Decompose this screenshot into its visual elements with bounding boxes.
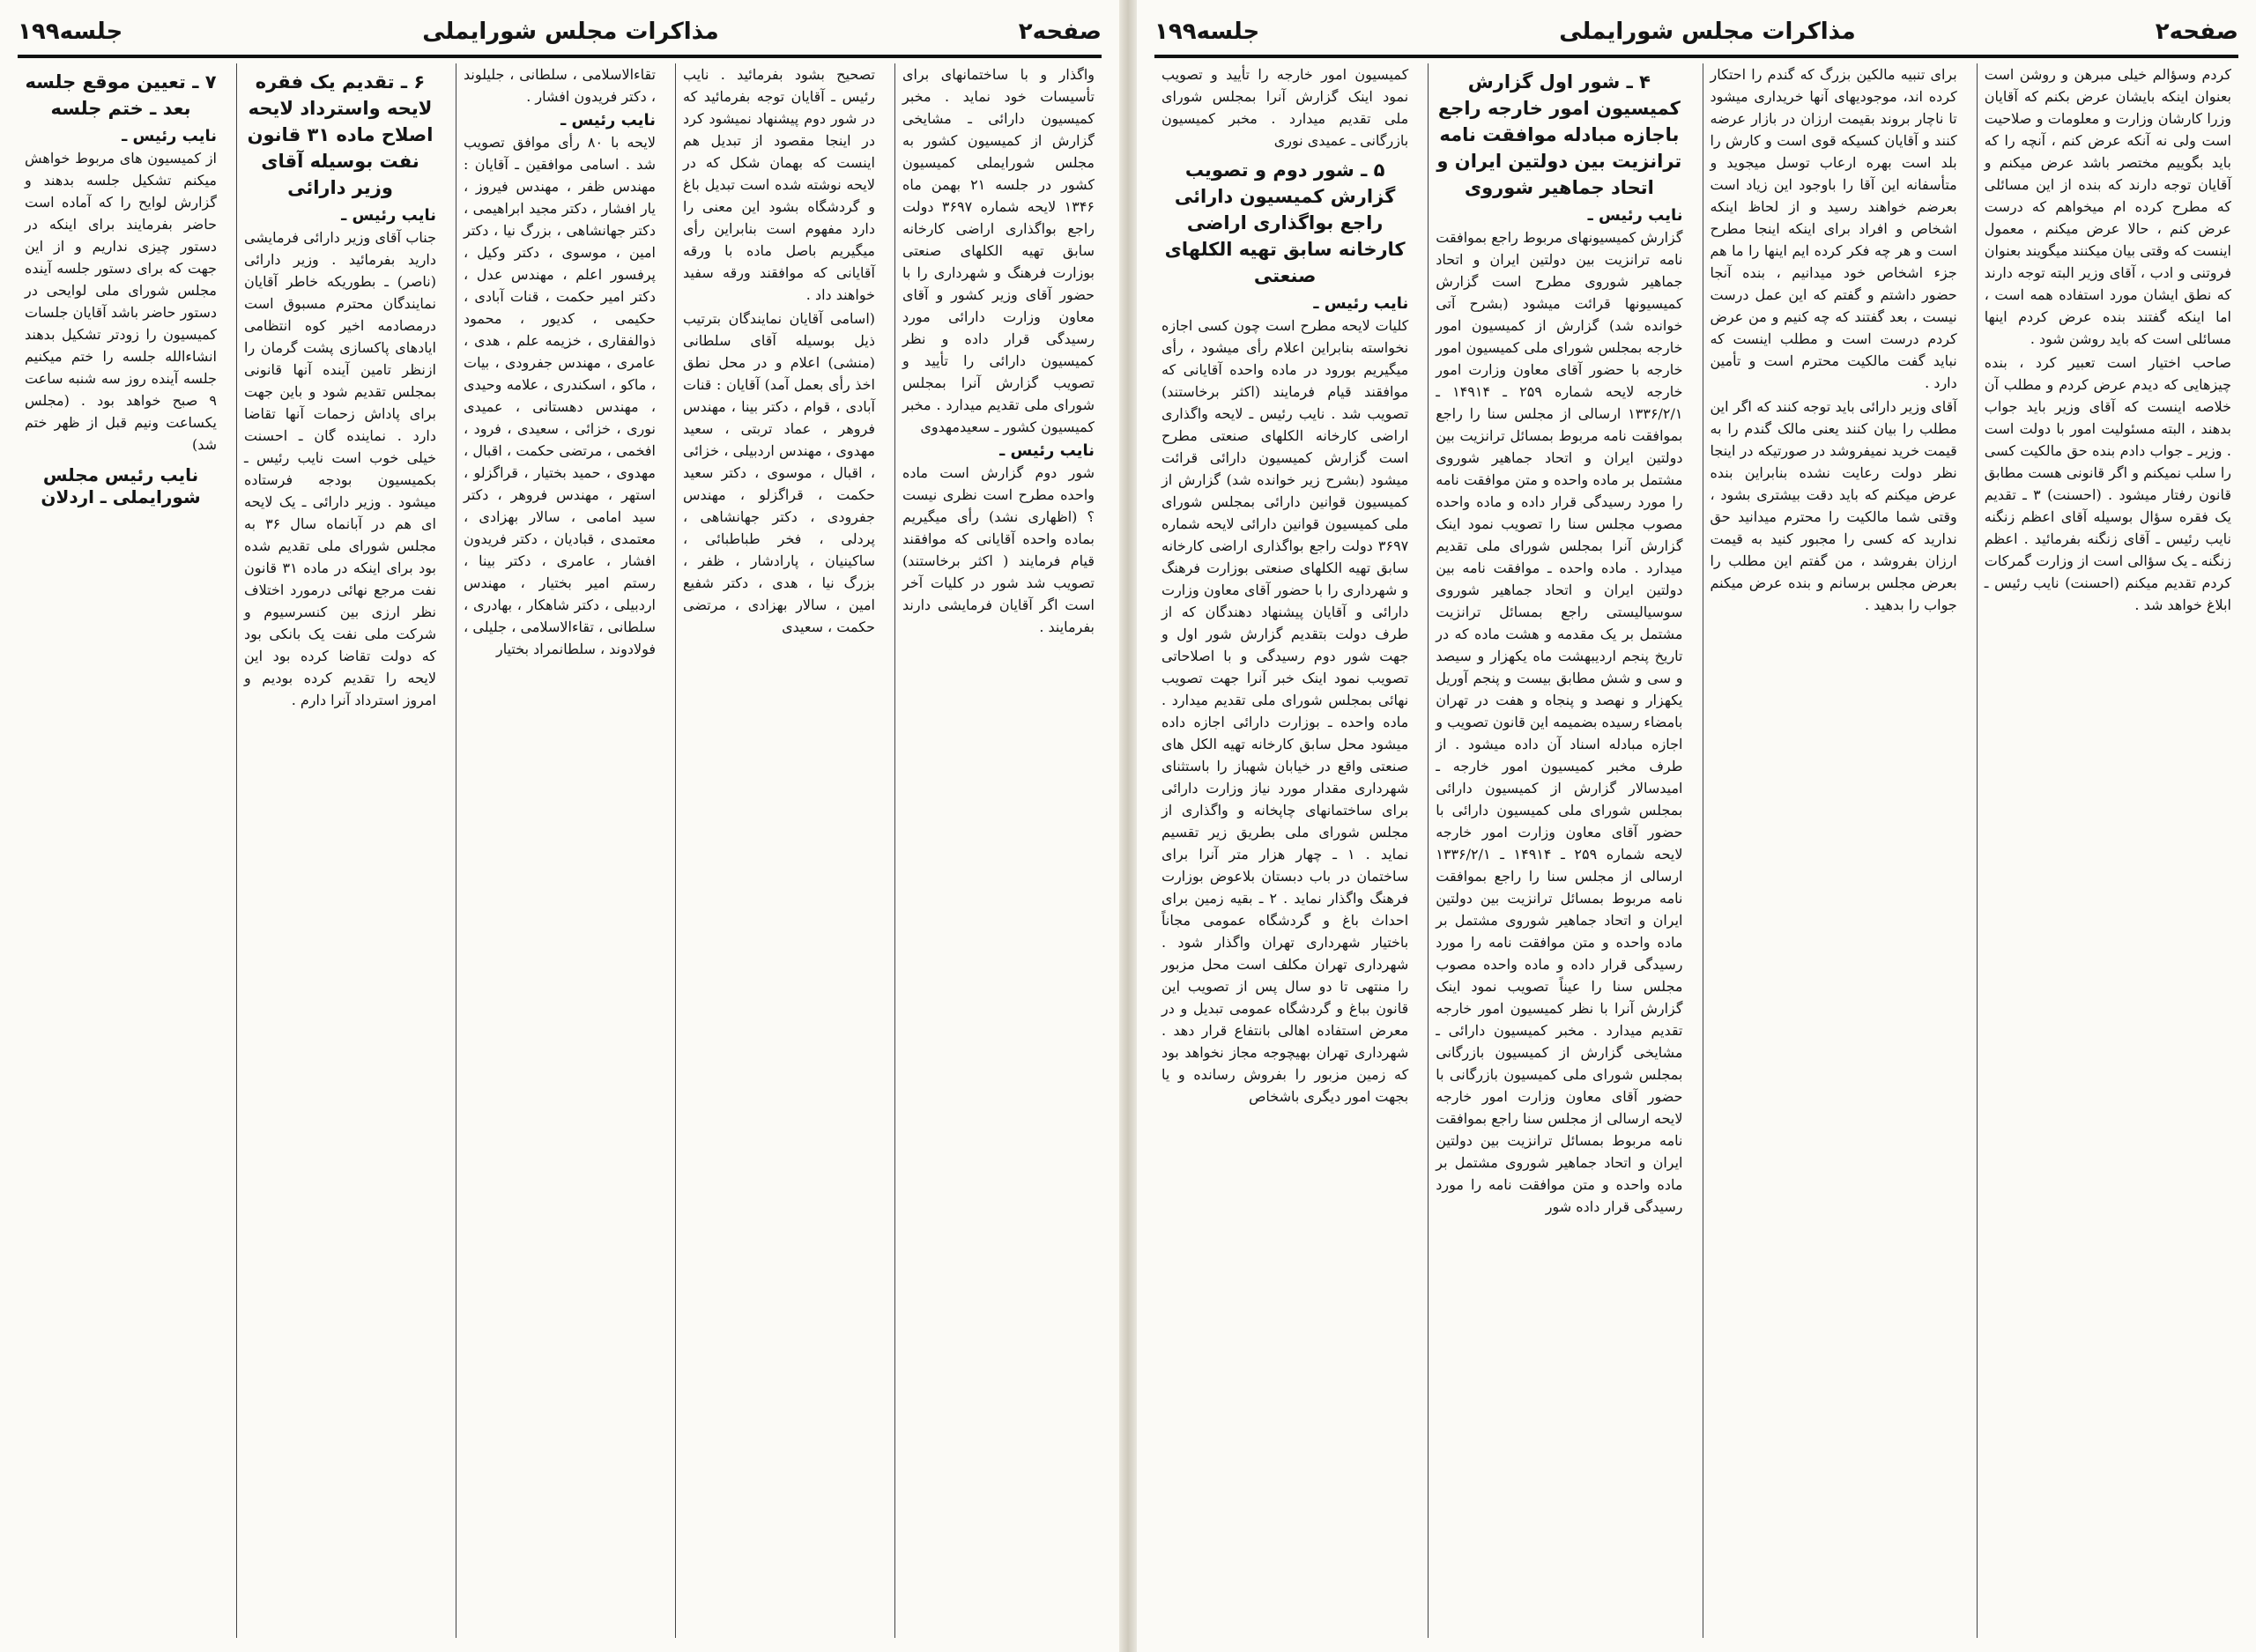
signature-line: نایب رئیس مجلس شورایملی ـ اردلان (41, 464, 201, 507)
column-text: تقاءالاسلامی ، سلطانی ، جلیلوند ، دکتر فریدون افشار . (464, 66, 656, 105)
columns (18, 63, 1102, 1638)
speaker-label: نایب رئیس ـ (122, 127, 217, 145)
column-text: کلیات لایحه مطرح است چون کسی اجازه نخواسته بنابراین اعلام رأی میشود ، رأی میگیریم بورود در ماده واحده آقایانی که موافقند قیام فرمایند (اکثر برخاستند) تصویب شد . نایب رئیس ـ لایحه واگذاری اراضی کارخانه الکلهای صنعتی مطرح است گزارش کمیسیون دارائی قرائت میشود (بشرح زیر خوانده شد) گزارش از کمیسیون قوانین دارائی بمجلس شورای ملی کمیسیون قوانین دارائی لایحه شماره ۳۶۹۷ دولت راجع بواگذاری اراضی کارخانه سابق تهیه الکلهای صنعتی بوزارت فرهنگ و شهرداری را با حضور آقای معاون وزارت دارائی و آقایان پیشنهاد دهندگان که از طرف دولت بتقدیم گزارش شور اول و جهت شور دوم رسیدگی و با اصلاحاتی تصویب نمود اینک خبر آنرا جهت تصویب نهائی بمجلس شورای ملی تقدیم میدارد . ماده واحده ـ بوزارت دارائی اجازه داده میشود محل سابق کارخانه تهیه الکل های صنعتی واقع در خیابان شهباز را باستثنای شهرداری مقدار مورد نیاز وزارت دارائی برای ساختمانهای چاپخانه و واگذاری از مجلس شورای ملی بطریق زیر تقسیم نماید . ۱ ـ چهار هزار متر آنرا برای ساختمان در باب دبستان بلاعوض بوزارت فرهنگ واگذار نماید . ۲ ـ بقیه زمین برای احداث باغ و گردشگاه عمومی مجاناً باختیار شهرداری تهران واگذار شود . شهرداری تهران مکلف است محل مزبور را منتهی تا دو سال پس از تصویب این قانون بباغ و گردشگاه عمومی تبدیل و در معرض استفاده اهالی بانتفاع قرار دهد . شهرداری تهران بهیچوجه مجاز نخواهد بود که زمین مزبور را بفروش رسانده و یا بجهت امور دیگری باشخاص (1161, 317, 1409, 1105)
session-label: جلسه۱۹۹ (18, 19, 123, 45)
page-header (1154, 12, 2238, 51)
text-column (456, 63, 663, 1638)
text-column (1428, 63, 1689, 1638)
column-text: کمیسیون امور خارجه را تأیید و تصویب نمود اینک گزارش آنرا بمجلس شورای ملی تقدیم میدارد . مخبر کمیسیون بازرگانی ـ عمیدی نوری (1161, 66, 1409, 149)
column-text: شور دوم گزارش است ماده واحده مطرح است نظری نیست ؟ (اظهاری نشد) رأی میگیریم بماده واحده آقایانی که موافقند قیام فرمایند ( اکثر برخاستند) تصویب شد شور در کلیات آخر است اگر آقایان فرمایشی دارند بفرمایند . (902, 464, 1095, 635)
page-title: مذاکرات مجلس شورایملی (422, 19, 719, 45)
section-heading: ۶ ـ تقدیم یک فقره لایحه واسترداد لایحه اصلاح ماده ۳۱ قانون نفت بوسیله آقای وزیر دارائی (247, 71, 434, 198)
text-column (18, 63, 224, 1638)
text-column (1703, 63, 1964, 1638)
session-label: جلسه۱۹۹ (1154, 19, 1260, 45)
right-page (1137, 0, 2256, 1652)
left-page (0, 0, 1119, 1652)
section-heading: ۷ ـ تعیین موقع جلسه بعد ـ ختم جلسه (25, 71, 217, 119)
book-gutter (1119, 0, 1137, 1652)
header-rule (1154, 55, 2238, 58)
columns (1154, 63, 2238, 1638)
speaker-label: نایب رئیس ـ (341, 206, 436, 225)
column-text: جناب آقای وزیر دارائی فرمایشی دارید بفرمائید . وزیر دارائی (ناصر) ـ بطوریکه خاطر آقایان نمایندگان محترم مسبوق است درمصادمه اخیر کوه انتظامی ایادهای پاکسازی پشت گرمان را ازنظر تامین آینده آنها قانونی بمجلس تقدیم شود و باین جهت برای پاداش زحمات آنها تقاضا دارد . نماینده گان ـ احسنت خیلی خوب است نایب رئیس ـ بکمیسیون بودجه فرستاده میشود . وزیر دارائی ـ یک لایحه ای هم در آبانماه سال ۳۶ به مجلس شورای ملی تقدیم شده بود برای اینکه در ماده ۳۱ قانون نفت مرجع نهائی درمورد اختلاف نظر ارزی بین کنسرسیوم و شرکت ملی نفت یک بانکی بود که دولت تقاضا کرده بود این لایحه را تقدیم کرده بودیم و امروز استرداد آنرا دارم . (244, 229, 437, 708)
page-label: صفحه۲ (2155, 19, 2238, 45)
column-text: از کمیسیون های مربوط خواهش میکنم تشکیل جلسه بدهند و گزارش لوایح را که آماده است حاضر بفرمایند برای اینکه در دستور چیزی نداریم و از این جهت که برای دستور جلسه آینده مجلس شورای ملی لوایحی در دستور حاضر باشد آقایان جلسات کمیسیون را زودتر تشکیل بدهند انشاءالله جلسه را ختم میکنیم جلسه آینده روز سه شنبه ساعت ۹ صبح خواهد بود . (مجلس یکساعت ونیم قبل از ظهر ختم شد) (25, 150, 217, 453)
column-text: صاحب اختیار است تعبیر کرد ، بنده چیزهایی که دیدم عرض کردم و مطلب آن خلاصه اینست که آقای وزیر باید جواب بدهند ، البته مسئولیت امور با دولت است . وزیر ـ جواب دادم بنده حق مالکیت کسی را سلب نمیکنم و اگر قانونی هست مطابق قانون رفتار میشود . (احسنت) ۳ ـ تقدیم یک فقره سؤال بوسیله آقای اعظم زنگنه نایب رئیس ـ آقای زنگنه بفرمائید . اعظم زنگنه ـ یک سؤالی است از وزارت گمرکات کردم تقدیم میکنم (احسنت) نایب رئیس ـ ابلاغ خواهد شد . (1984, 354, 2231, 613)
text-column (675, 63, 882, 1638)
page-label: صفحه۲ (1018, 19, 1102, 45)
column-text: گزارش کمیسیونهای مربوط راجع بموافقت نامه ترانزیت بین دولتین ایران و اتحاد جماهیر شوروی مطرح است گزارش کمیسیونها قرائت میشود (بشرح آتی خوانده شد) گزارش از کمیسیون امور خارجه بمجلس شورای ملی کمیسیون امور خارجه با حضور آقای معاون وزارت امور خارجه لایحه شماره ۲۵۹ ـ ۱۴۹۱۴ ـ ۱۳۳۶/۲/۱ ارسالی از مجلس سنا را راجع بموافقت نامه مربوط بمسائل ترانزیت بین دولتین ایران و اتحاد جماهیر شوروی مشتمل بر ماده واحده و متن موافقت نامه را مورد رسیدگی قرار داده و ماده واحده مصوب مجلس سنا را تصویب نمود اینک گزارش آنرا بمجلس شورای ملی تقدیم میدارد . ماده واحده ـ موافقت نامه بین دولتین ایران و اتحاد جماهیر شوروی سوسیالیستی راجع بمسائل ترانزیت مشتمل بر یک مقدمه و هشت ماده که در تاریخ پنجم اردیبهشت ماه یکهزار و سیصد و سی و شش مطابق بیست و پنجم آوریل یکهزار و نهصد و پنجاه و هفت در تهران بامضاء رسیده بضمیمه این قانون تصویب و اجازه مبادله اسناد آن داده میشود . از طرف مخبر کمیسیون امور خارجه ـ امیدسالار گزارش از کمیسیون دارائی بمجلس شورای ملی کمیسیون دارائی با حضور آقای معاون وزارت امور خارجه لایحه شماره ۲۵۹ ـ ۱۴۹۱۴ ـ ۱۳۳۶/۲/۱ ارسالی از مجلس سنا را راجع بموافقت نامه مربوط بمسائل ترانزیت بین دولتین ایران و اتحاد جماهیر شوروی مشتمل بر ماده واحده و متن موافقت نامه را مورد رسیدگی قرار داده و ماده واحده مصوب مجلس سنا را عیناً تصویب نمود اینک گزارش آنرا با نظر کمیسیون امور خارجه تقدیم میدارد . مخبر کمیسیون دارائی ـ مشایخی گزارش از کمیسیون بازرگانی بمجلس شورای ملی کمیسیون بازرگانی با حضور آقای معاون وزارت امور خارجه لایحه ارسالی از مجلس سنا راجع بموافقت نامه مربوط بمسائل ترانزیت بین دولتین ایران و اتحاد جماهیر شوروی مشتمل بر ماده واحده و متن موافقت نامه را مورد رسیدگی قرار داده شور (1436, 229, 1683, 1215)
column-text: لایحه با ۸۰ رأی موافق تصویب شد . اسامی موافقین ـ آقایان : مهندس ظفر ، مهندس فیروز ، یار افشار ، دکتر مجید ابراهیمی ، دکتر جهانشاهی ، بزرگ نیا ، دکتر امین ، موسوی ، دکتر وکیل ، پرفسور اعلم ، مهندس عدل ، دکتر امیر حکمت ، قنات آبادی ، حکیمی ، کدیور ، محمود ذوالفقاری ، خزیمه علم ، هدی ، عامری ، مهندس جفرودی ، بیات ، ماکو ، اسکندری ، علامه وحیدی ، مهندس دهستانی ، عمیدی نوری ، خزائی ، سعیدی ، فرود ، افخمی ، مرتضی حکمت ، اقبال ، مهدوی ، حمید بختیار ، قراگزلو ، استهر ، مهندس فروهر ، دکتر سید امامی ، سالار بهزادی ، معتمدی ، قبادیان ، دکتر فریدون افشار ، عامری ، دکتر بینا ، رستم امیر بختیار ، مهندس اردبیلی ، دکتر شاهکار ، بهادری ، سلطانی ، تقاءالاسلامی ، جلیلی ، فولادوند ، سلطانمراد بختیار (464, 134, 656, 657)
speaker-label: نایب رئیس ـ (1587, 206, 1683, 225)
section-heading: ۵ ـ شور دوم و تصویب گزارش کمیسیون دارائی راجع بواگذاری اراضی کارخانه سابق تهیه الکلهای صنعتی (1164, 159, 1406, 286)
text-column (1154, 63, 1415, 1638)
column-text: (اسامی آقایان نمایندگان بترتیب ذیل بوسیله آقای سلطانی (منشی) اعلام و در محل نطق اخذ رأی بعمل آمد) آقایان : قنات آبادی ، قوام ، دکتر بینا ، مهندس فروهر ، عماد تربتی ، سعید مهدوی ، مهندس اردبیلی ، خزائی ، اقبال ، موسوی ، دکتر سعید حکمت ، قراگزلو ، مهندس جفرودی ، دکتر جهانشاهی ، پردلی ، فخر طباطبائی ، ساکینیان ، پارادشار ، ظفر ، بزرگ نیا ، هدی ، دکتر شفیع امین ، سالار بهزادی ، مرتضی حکمت ، سعیدی (683, 310, 875, 635)
header-rule (18, 55, 1102, 58)
page-title: مذاکرات مجلس شورایملی (1559, 19, 1856, 45)
column-text: آقای وزیر دارائی باید توجه کنند که اگر این مطلب را بیان کنند یعنی مالک گندم را به قیمت خرید نمیفروشد در صورتیکه در اینجا نظر دولت رعایت نشده بنابراین بنده عرض میکنم که باید دقت بیشتری بشود ، وقتی شما مالکیت را محترم میدانید حق ندارید که کسی را مجبور کنید به قیمت ارزان بفروشد ، من گفتم این مطلب را بعرض مجلس برسانم و بنده عرض میکنم جواب را بدهید . (1710, 398, 1957, 613)
column-text: تصحیح بشود بفرمائید . نایب رئیس ـ آقایان توجه بفرمائید که در شور دوم پیشنهاد نمیشود کرد در اینجا مقصود از تبدیل هم اینست که بهمان شکل که در لایحه نوشته شده است تبدیل باغ و گردشگاه بشود این معنی را دارد مفهوم است بنابراین رأی میگیریم باصل ماده با ورقه آقایانی که موافقند ورقه سفید خواهند داد . (683, 66, 875, 303)
text-column (1977, 63, 2238, 1638)
text-column (236, 63, 443, 1638)
speaker-label: نایب رئیس ـ (1313, 294, 1409, 313)
column-text: کردم وسؤالم خیلی مبرهن و روشن است بعنوان اینکه بایشان عرض بکنم که آقایان وزرا کارشان وزارت و معلومات و صلاحیت است ولی نه آنکه عرض کنم ، آنچه را که باید بگوییم مختصر باشد عرض میکنم و آقایان توجه دارند که بنده از این مسائلی که مطرح کرده ام میخواهم که درست عرض کنم ، حالا عرض میکنم ، معمول اینست که وقتی بیان میکنند میگویند بعنوان فروتنی و ادب ، آقای وزیر البته توجه دارند که نطق ایشان مورد استفاده همه است ، اما اینکه گفتند بنده عرض کردم اینها مسائلی است که باید روشن شود . (1984, 66, 2231, 347)
text-column (894, 63, 1102, 1638)
speaker-label: نایب رئیس ـ (560, 111, 656, 130)
speaker-label: نایب رئیس ـ (999, 441, 1095, 460)
page-header (18, 12, 1102, 51)
column-text: واگذار و با ساختمانهای برای تأسیسات خود نماید . مخبر کمیسیون دارائی ـ مشایخی گزارش از کمیسیون کشور به مجلس شورایملی کمیسیون کشور در جلسه ۲۱ بهمن ماه ۱۳۴۶ لایحه شماره ۳۶۹۷ دولت راجع بواگذاری اراضی کارخانه سابق تهیه الکلهای صنعتی بوزارت فرهنگ و شهرداری را با حضور آقای وزیر کشور و آقای معاون وزارت دارائی مورد رسیدگی قرار داده و نظر کمیسیون دارائی را تأیید و تصویب گزارش آنرا بمجلس شورای ملی تقدیم میدارد . مخبر کمیسیون کشور ـ سعیدمهدوی (902, 66, 1095, 435)
column-text: برای تنبیه مالکین بزرگ که گندم را احتکار کرده اند، موجودیهای آنها خریداری میشود تا ناچار بروند بقیمت ارزان در بازار عرضه کنند و آقایان کسیکه قوی است و کارش را بلد است بهره ارعاب توسل میجوید و متأسفانه این آقا را باوجود این زیاد است بعرضم خواهند رسید و از لحاظ اینکه اشخاص و افراد برای اینکه اینجا مطرح است و هر چه فکر کرده ایم اینها را ما هم جزء اشخاص خود میدانیم ، بنده آنجا حضور داشتم و گفتم که این عمل درست نیست ، بعد گفتند که چه کنیم و من عرض کردم درست است و مطلب اینست که نباید گفت مالکیت محترم است و تأمین دارد . (1710, 66, 1957, 391)
section-heading: ۴ ـ شور اول گزارش کمیسیون امور خارجه راجع باجازه مبادله موافقت نامه ترانزیت بین دولتین ایران و اتحاد جماهیر شوروی (1436, 71, 1682, 198)
